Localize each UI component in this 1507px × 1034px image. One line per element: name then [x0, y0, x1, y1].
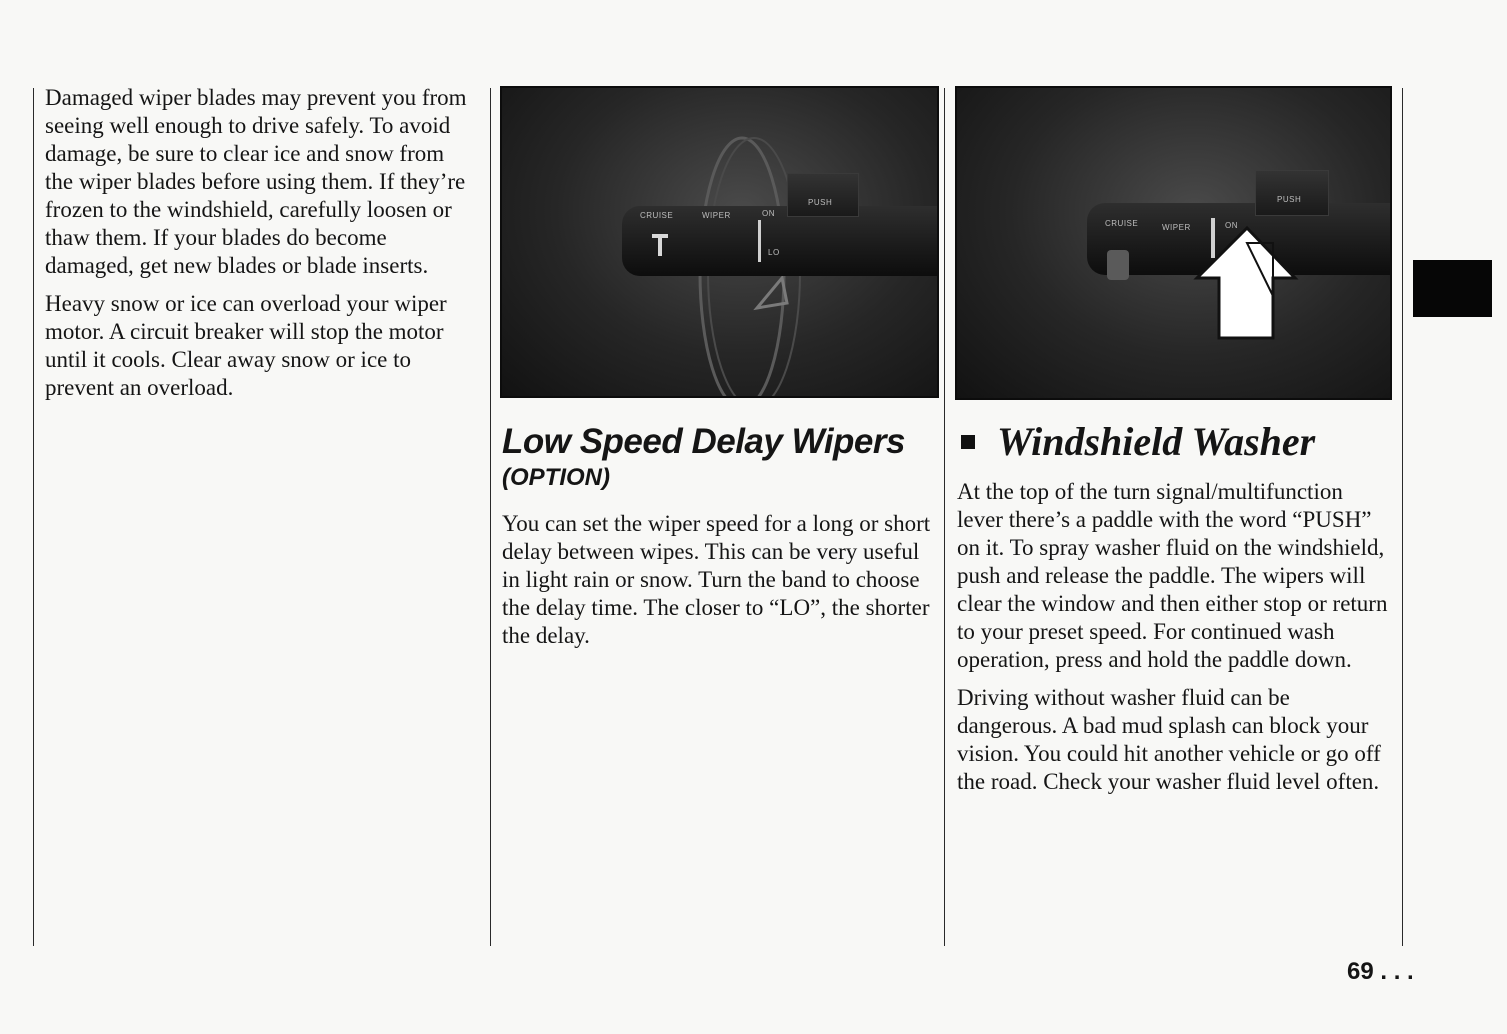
- paddle-push-label: PUSH: [808, 198, 833, 207]
- page-number: 69 . . .: [1347, 958, 1414, 985]
- washer-operation-paragraph: At the top of the turn signal/multifunction lever there’s a paddle with the word “PUSH” on it. To spray washer fluid on the windshield, push and release the paddle. The wipers will clear the window and then either stop or return to your preset speed. For continued wash operation, press and hold the paddle down.: [957, 479, 1388, 672]
- section-title-windshield-washer: [957, 420, 1393, 464]
- wiper-damage-paragraph: Damaged wiper blades may prevent you from seeing well enough to drive safely. To avoid damage, be sure to clear ice and snow from the wiper blades before using them. If they’re frozen to the windshield, carefully loosen or thaw them. If your blades do become damaged, get new blades or blade inserts.: [45, 85, 467, 278]
- option-subtitle: (OPTION): [502, 464, 610, 491]
- washer-fluid-warning-paragraph: Driving without washer fluid can be dangerous. A bad mud splash can block your vision. You could hit another vehicle or go off the road. Check your washer fluid level often.: [957, 685, 1381, 794]
- section-title-delay-wipers: Low Speed Delay Wipers: [502, 422, 905, 461]
- section-title-text: Windshield Washer: [997, 419, 1316, 464]
- column-rule-right: [944, 88, 945, 946]
- paddle-push-label: PUSH: [1277, 195, 1302, 204]
- lever-lo-label: LO: [768, 248, 780, 257]
- lever-cruise-label: CRUISE: [640, 211, 674, 220]
- column-rule-middle: [490, 88, 491, 946]
- lever-on-label: ON: [1225, 221, 1238, 230]
- column-rule-left: [33, 88, 34, 946]
- middle-column: [502, 422, 932, 660]
- delay-wipers-paragraph: You can set the wiper speed for a long or short delay between wipes. This can be very useful in light rain or snow. Turn the band to choose the delay time. The closer to “LO”, the shorter the delay.: [502, 511, 931, 648]
- lever-marks: [502, 88, 937, 396]
- lever-cruise-label: CRUISE: [1105, 219, 1139, 228]
- right-column: [957, 420, 1393, 806]
- lever-wiper-label: WIPER: [702, 211, 731, 220]
- wiper-overload-paragraph: Heavy snow or ice can overload your wiper motor. A circuit breaker will stop the motor until it cools. Clear away snow or ice to prevent an overload.: [45, 291, 447, 400]
- section-tab-marker: [1413, 260, 1492, 317]
- delay-wiper-lever-photo: [500, 86, 939, 398]
- washer-paddle-photo: [955, 86, 1392, 400]
- push-up-arrow-icon: [957, 88, 1390, 398]
- lever-wiper-label: WIPER: [1162, 223, 1191, 232]
- left-column: [45, 84, 475, 412]
- section-bullet-icon: [961, 435, 975, 449]
- lever-on-label: ON: [762, 209, 775, 218]
- column-rule-outer: [1402, 88, 1403, 946]
